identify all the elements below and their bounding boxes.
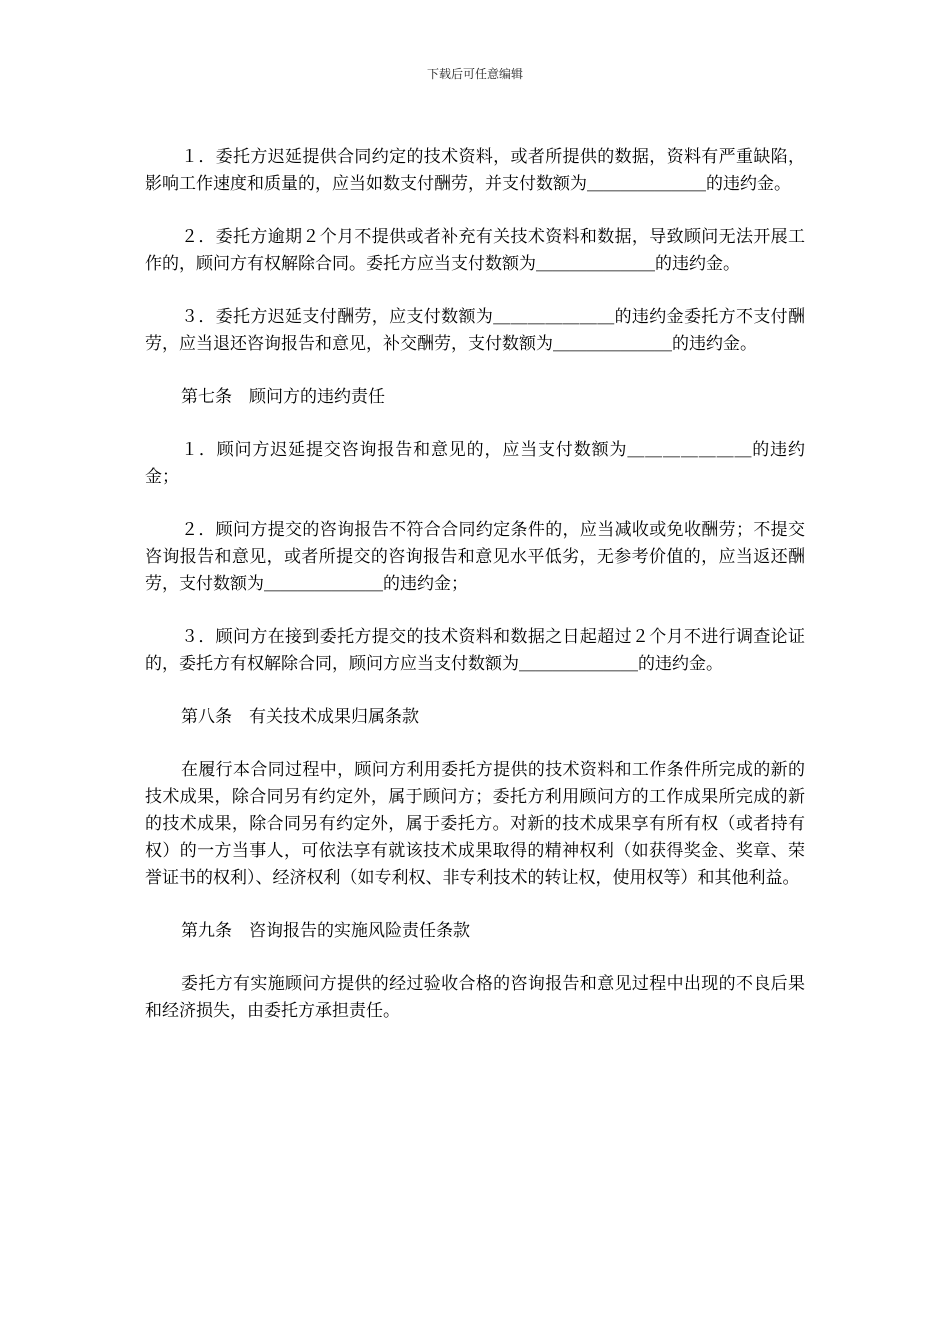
paragraph-clause-6-3: ３．委托方迟延支付酬劳，应支付数额为＿＿＿＿＿＿＿的违约金委托方不支付酬劳，应当退还咨询报告和意见，补交酬劳，支付数额为＿＿＿＿＿＿＿的违约金。 bbox=[145, 307, 805, 354]
paragraph-clause-6-2: ２．委托方逾期２个月不提供或者补充有关技术资料和数据，导致顾问无法开展工作的，顾问方有权解除合同。委托方应当支付数额为＿＿＿＿＿＿＿的违约金。 bbox=[145, 227, 805, 274]
article-9-heading: 第九条 咨询报告的实施风险责任条款 bbox=[181, 921, 470, 941]
paragraph-clause-7-1: １．顾问方迟延提交咨询报告和意见的，应当支付数额为＿＿＿＿＿＿＿的违约金； bbox=[145, 440, 805, 487]
paragraph-clause-7-3: ３．顾问方在接到委托方提交的技术资料和数据之日起超过２个月不进行调查论证的，委托方有权解除合同，顾问方应当支付数额为＿＿＿＿＿＿＿的违约金。 bbox=[145, 627, 805, 674]
document-body bbox=[145, 144, 805, 1025]
page-header-note: 下载后可任意编辑 bbox=[426, 67, 523, 81]
paragraph-clause-6-1: １．委托方迟延提供合同约定的技术资料，或者所提供的数据，资料有严重缺陷，影响工作速度和质量的，应当如数支付酬劳，并支付数额为＿＿＿＿＿＿＿的违约金。 bbox=[145, 147, 805, 194]
paragraph-article-8-body: 在履行本合同过程中，顾问方利用委托方提供的技术资料和工作条件所完成的新的技术成果，除合同另有约定外，属于顾问方；委托方利用顾问方的工作成果所完成的新的技术成果，除合同另有约定外，属于委托方。对新的技术成果享有所有权（或者持有权）的一方当事人，可依法享有就该技术成果取得的精神权利（如获得奖金、奖章、荣誉证书的权利）、经济权利（如专利权、非专利技术的转让权，使用权等）和其他利益。 bbox=[145, 760, 805, 888]
article-7-heading: 第七条 顾问方的违约责任 bbox=[181, 387, 385, 407]
paragraph-article-9-body: 委托方有实施顾问方提供的经过验收合格的咨询报告和意见过程中出现的不良后果和经济损失，由委托方承担责任。 bbox=[145, 974, 805, 1021]
article-8-heading: 第八条 有关技术成果归属条款 bbox=[181, 707, 419, 727]
paragraph-clause-7-2: ２．顾问方提交的咨询报告不符合合同约定条件的，应当减收或免收酬劳；不提交咨询报告和意见，或者所提交的咨询报告和意见水平低劣，无参考价值的，应当返还酬劳，支付数额为＿＿＿＿＿＿＿的违约金； bbox=[145, 520, 805, 594]
